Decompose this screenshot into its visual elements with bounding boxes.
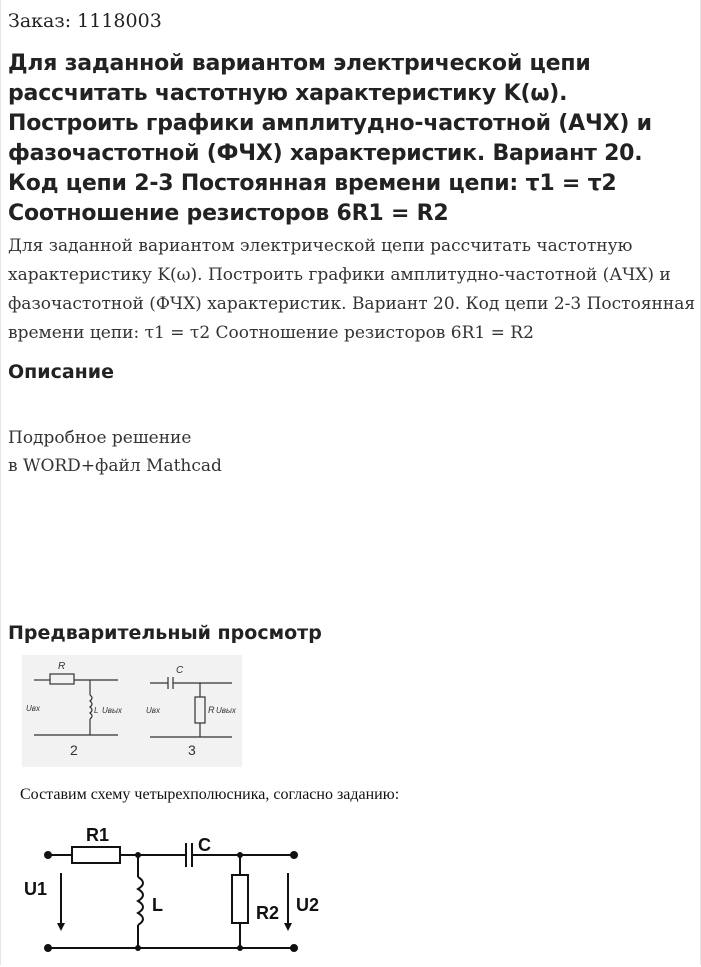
circuit-label-l: L <box>152 895 163 915</box>
thumb-label-uin: Uвх <box>26 704 40 713</box>
page-title: Для заданной вариантом электрической цепи рассчитать частотную характеристику K(ω). Построить графики амплитудно-частотной (АЧХ) и фазочастотной (ФЧХ) характеристик. Вариант 20. Код цепи 2-3 Постоянная времени цепи: τ1 = τ2 Соотношение резисторов 6R1 = R2 <box>8 51 652 226</box>
circuit-label-u1: U1 <box>24 879 48 899</box>
thumb-label-c: C <box>176 665 184 676</box>
description-heading: Описание <box>8 361 115 383</box>
circuit-label-r1: R1 <box>86 825 110 845</box>
thumb-label-num2: 2 <box>70 742 78 758</box>
description-line: в WORD+файл Mathcad <box>8 456 222 476</box>
description-line: Подробное решение <box>8 428 192 448</box>
circuit-label-c: C <box>198 835 211 855</box>
circuit-sketch-image <box>22 655 242 767</box>
circuit-label-u2: U2 <box>296 895 320 915</box>
four-terminal-circuit-diagram <box>18 815 338 965</box>
circuit-label-r2: R2 <box>256 903 280 923</box>
order-number: Заказ: 1118003 <box>8 10 162 32</box>
task-paragraph: Для заданной вариантом электрической цепи рассчитать частотную характеристику K(ω). Построить графики амплитудно-частотной (АЧХ) и фазочастотной (ФЧХ) характеристик. Вариант 20. Код цепи 2-3 Постоянная времени цепи: τ1 = τ2 Соотношение резисторов 6R1 = R2 <box>8 236 696 343</box>
preview-thumbnail[interactable] <box>22 655 242 767</box>
description-text <box>8 424 222 480</box>
thumb-label-r-3: R <box>208 705 215 715</box>
thumb-label-uin-3: Uвх <box>146 706 160 715</box>
preview-heading: Предварительный просмотр <box>8 622 322 644</box>
thumb-label-uout: Uвых <box>102 706 122 715</box>
thumb-label-uout-3: Uвых <box>216 706 236 715</box>
thumb-label-num3: 3 <box>188 742 196 758</box>
thumb-label-l: L <box>94 706 99 715</box>
circuit-caption: Составим схему четырехполюсника, согласно заданию: <box>20 786 400 803</box>
thumb-label-r: R <box>58 661 66 672</box>
